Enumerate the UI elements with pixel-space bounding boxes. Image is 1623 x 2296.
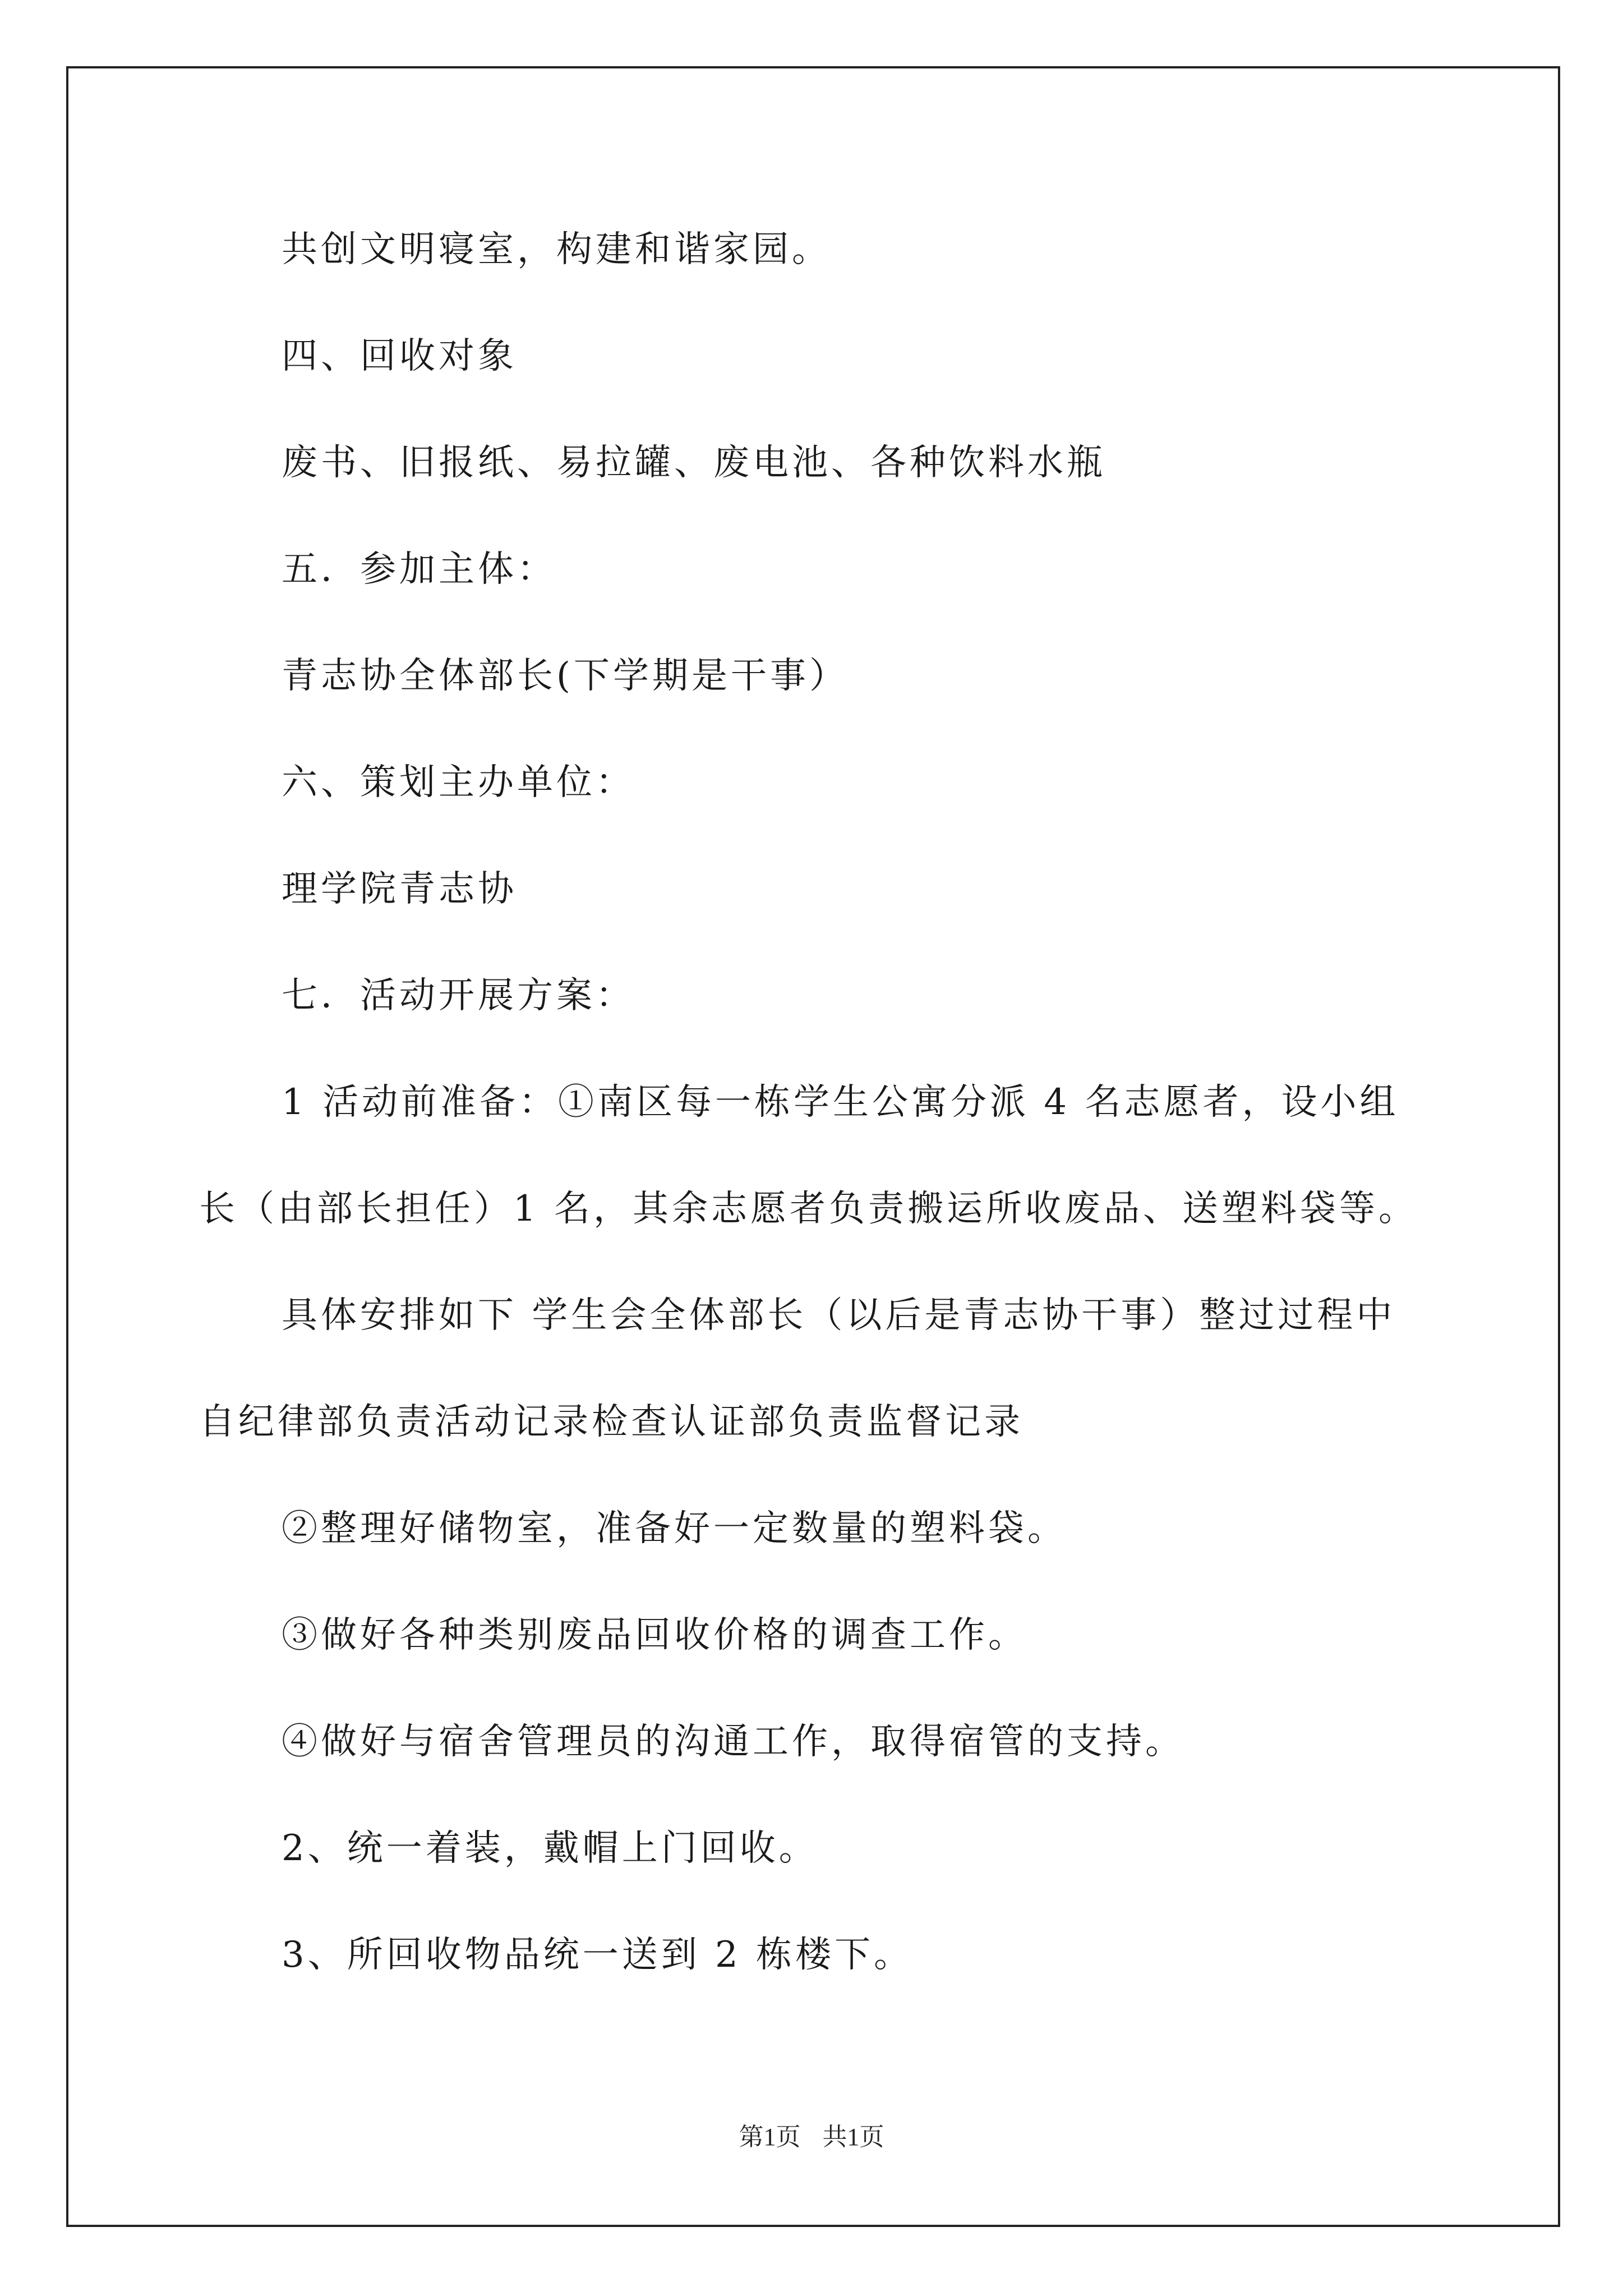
- section-heading-7: 七．活动开展方案：: [282, 975, 635, 1016]
- body-line-12: 自纪律部负责活动记录检查认证部负责监督记录: [199, 1401, 1023, 1443]
- page-border: [66, 66, 1560, 2227]
- section-heading-6: 六、策划主办单位：: [282, 762, 635, 803]
- body-line-11: 具体安排如下 学生会全体部长（以后是青志协干事）整过过程中: [282, 1295, 1396, 1336]
- body-line-16: 2、统一着装，戴帽上门回收。: [282, 1828, 818, 1869]
- section-heading-5: 五．参加主体：: [282, 549, 556, 590]
- body-line-14: ③做好各种类别废品回收价格的调查工作。: [282, 1614, 1027, 1656]
- body-line-13: ②整理好储物室，准备好一定数量的塑料袋。: [282, 1508, 1067, 1549]
- page-footer: [0, 2120, 1623, 2154]
- page-number-total: 共1页: [822, 2123, 884, 2151]
- body-line-9: 1 活动前准备：①南区每一栋学生公寓分派 4 名志愿者，设小组: [282, 1082, 1399, 1123]
- body-line-15: ④做好与宿舍管理员的沟通工作，取得宿管的支持。: [282, 1721, 1184, 1763]
- body-line-3: 废书、旧报纸、易拉罐、废电池、各种饮料水瓶: [282, 442, 1106, 484]
- body-line-1: 共创文明寝室，构建和谐家园。: [282, 229, 831, 270]
- body-line-17: 3、所回收物品统一送到 2 栋楼下。: [282, 1934, 914, 1976]
- page-number-current: 第1页: [739, 2123, 801, 2151]
- body-line-10: 长（由部长担任）1 名，其余志愿者负责搬运所收废品、送塑料袋等。: [199, 1188, 1418, 1230]
- body-line-5: 青志协全体部长(下学期是干事）: [282, 655, 849, 697]
- body-line-7: 理学院青志协: [282, 868, 517, 910]
- section-heading-4: 四、回收对象: [282, 335, 517, 377]
